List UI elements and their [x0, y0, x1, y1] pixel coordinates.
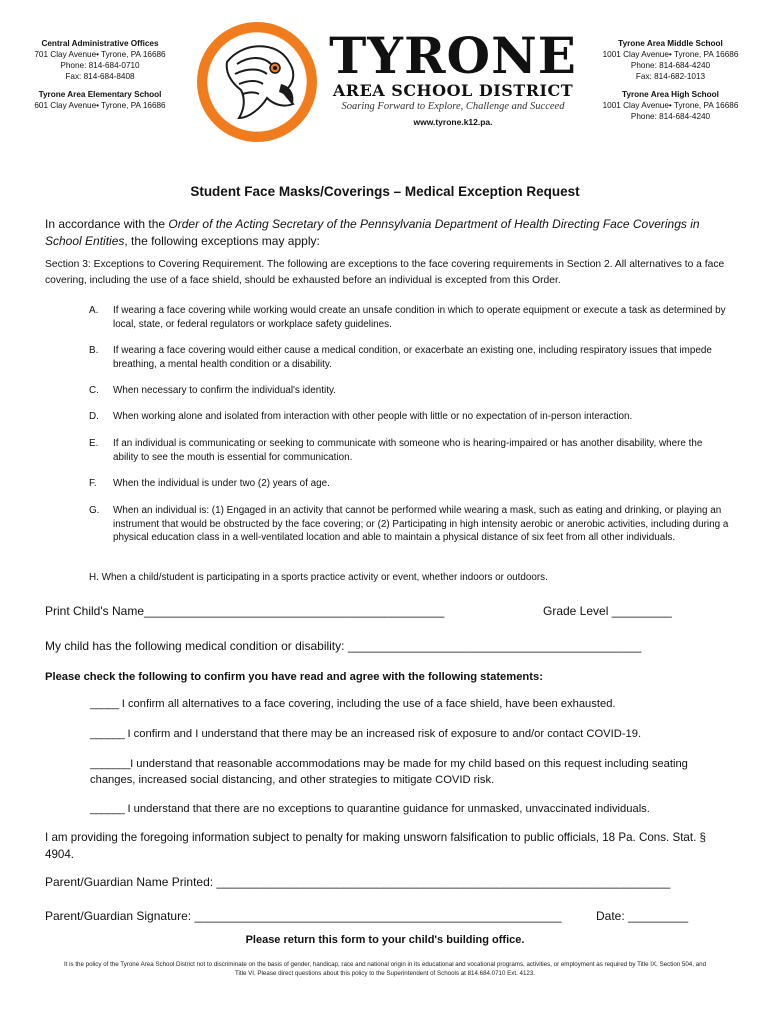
- exception-e: [89, 437, 729, 464]
- middle-school-phone: Phone: 814-684-4240: [630, 61, 711, 70]
- confirm-check-blank[interactable]: _______: [90, 758, 131, 770]
- exception-text: When an individual is: (1) Engaged in an activity that cannot be performed while wearing a mask, such as eating and drinking, or playing an instrument that would be obstructed by the face covering; or (2) Participating in high intensity aerobic or anerobic activities, including during a physical education class in a well-ventilated location and able to maintain a physical distance of six feet from all other individuals.: [113, 505, 729, 543]
- district-brand: [328, 26, 578, 127]
- elementary-school-address: 601 Clay Avenue• Tyrone, PA 16686: [34, 101, 166, 110]
- confirm-statement: I understand that reasonable accommodations may be made for my child based on this request including seating changes, increased social distancing, and other strategies to mitigate COVID risk.: [90, 758, 688, 786]
- intro-suffix: , the following exceptions may apply:: [124, 234, 320, 248]
- central-office-phone: Phone: 814-684-0710: [60, 61, 140, 70]
- eagle-head-icon: [197, 22, 317, 142]
- high-school-address: 1001 Clay Avenue• Tyrone, PA 16686: [602, 101, 739, 110]
- exception-text: When the individual is under two (2) years of age.: [113, 478, 330, 489]
- exception-h: H. When a child/student is participating in a sports practice activity or event, whether indoors or outdoors.: [89, 572, 548, 583]
- confirm-statement: I confirm and I understand that there may be an increased risk of exposure to and/or contact COVID-19.: [124, 728, 642, 740]
- attestation-paragraph: I am providing the foregoing information subject to penalty for making unsworn falsification to public officials, 18 Pa. Cons. Stat. § 4904.: [45, 831, 706, 861]
- guardian-name-label: Parent/Guardian Name Printed:: [45, 875, 214, 889]
- brand-name: TYRONE: [329, 26, 577, 85]
- exception-text: When working alone and isolated from interaction with other people with little or no expectation of in-person interaction.: [113, 411, 633, 422]
- exception-d: [89, 410, 729, 424]
- exception-letter: B.: [89, 345, 99, 356]
- child-name-blank[interactable]: _____________________________________________: [144, 604, 445, 618]
- confirm-alternatives-item[interactable]: [90, 696, 740, 712]
- date-label: Date:: [596, 909, 625, 923]
- grade-level-field[interactable]: [543, 603, 743, 619]
- left-address-block: [30, 38, 170, 138]
- intro-paragraph: [45, 216, 735, 250]
- confirm-check-blank[interactable]: _____: [90, 698, 119, 710]
- exception-c: [89, 384, 729, 398]
- confirm-statement: I understand that there are no exceptions to quarantine guidance for unmasked, unvaccinated individuals.: [124, 803, 650, 815]
- exception-g: [89, 504, 729, 545]
- confirm-risk-item[interactable]: [90, 726, 740, 742]
- central-office-fax: Fax: 814-684-8408: [65, 72, 135, 81]
- exception-letter: A.: [89, 305, 99, 316]
- elementary-school-title: Tyrone Area Elementary School: [38, 90, 162, 99]
- confirm-heading: Please check the following to confirm you have read and agree with the following statements:: [45, 671, 543, 683]
- confirm-check-blank[interactable]: ______: [90, 803, 125, 815]
- central-office-title: Central Administrative Offices: [41, 39, 159, 48]
- exception-text: When necessary to confirm the individual's identity.: [113, 385, 336, 396]
- brand-district: AREA SCHOOL DISTRICT: [332, 81, 574, 100]
- middle-school-fax: Fax: 814-682-1013: [635, 72, 706, 81]
- exception-a: [89, 304, 729, 331]
- grade-level-label: Grade Level: [543, 604, 609, 618]
- high-school-phone: Phone: 814-684-4240: [630, 112, 711, 121]
- brand-tagline: Soaring Forward to Explore, Challenge and Succeed: [341, 101, 565, 112]
- date-field[interactable]: [596, 908, 746, 924]
- date-blank[interactable]: _________: [628, 909, 689, 923]
- exception-text: If an individual is communicating or seeking to communicate with someone who is hearing-impaired or has another disability, where the ability to see the mouth is essential for communication.: [113, 438, 703, 463]
- exception-text: If wearing a face covering while working would create an unsafe condition in which to operate equipment or execute a task as determined by local, state, or federal regulators or workplace safety guidelines.: [113, 305, 726, 330]
- medical-condition-blank[interactable]: ____________________________________________: [347, 639, 642, 653]
- nondiscrimination-policy: It is the policy of the Tyrone Area School District not to discriminate on the basis of gender, handicap, race and national origin in its educational and vocational programs, activities, or employment as required by Title IX, Section 504, and Title VI. Please direct questions about this policy to the Superintendent of Schools at 814.684.0710 Ext. 4123.: [63, 961, 707, 977]
- confirm-quarantine-item[interactable]: [90, 801, 740, 817]
- intro-prefix: In accordance with the: [45, 217, 169, 231]
- guardian-name-field[interactable]: [45, 874, 745, 890]
- middle-school-address: 1001 Clay Avenue• Tyrone, PA 16686: [602, 50, 739, 59]
- section-3-text: Section 3: Exceptions to Covering Requirement. The following are exceptions to the face covering requirements in Section 2. All alternatives to a face covering, including the use of a face shield, should be exhausted before an individual is excepted from this Order.: [45, 259, 725, 286]
- child-name-field[interactable]: [45, 603, 485, 619]
- exception-f: [89, 477, 729, 491]
- exception-letter: D.: [89, 411, 99, 422]
- guardian-name-blank[interactable]: ____________________________________________________________________: [216, 875, 671, 889]
- form-title: Student Face Masks/Coverings – Medical Exception Request: [190, 184, 580, 199]
- medical-condition-field[interactable]: [45, 638, 745, 654]
- return-instructions: Please return this form to your child's building office.: [245, 934, 525, 946]
- exception-b: [89, 344, 729, 371]
- confirm-accommodations-item[interactable]: [90, 756, 730, 788]
- district-website: www.tyrone.k12.pa.: [413, 117, 493, 127]
- guardian-signature-label: Parent/Guardian Signature:: [45, 909, 192, 923]
- exception-letter: C.: [89, 385, 99, 396]
- confirm-check-blank[interactable]: ______: [90, 728, 125, 740]
- exception-letter: E.: [89, 438, 99, 449]
- guardian-signature-field[interactable]: [45, 908, 585, 924]
- exception-letter: F.: [89, 478, 97, 489]
- high-school-title: Tyrone Area High School: [622, 90, 719, 99]
- exception-letter: G.: [89, 505, 100, 516]
- grade-level-blank[interactable]: _________: [611, 604, 672, 618]
- central-office-address: 701 Clay Avenue• Tyrone, PA 16686: [34, 50, 166, 59]
- exception-text: If wearing a face covering would either cause a medical condition, or exacerbate an existing one, including respiratory issues that impede breathing, a mental health condition or a disability.: [113, 345, 712, 370]
- right-address-block: [598, 38, 743, 138]
- middle-school-title: Tyrone Area Middle School: [618, 39, 723, 48]
- child-name-label: Print Child's Name: [45, 604, 144, 618]
- intro-order-name: Order of the Acting Secretary of the Pennsylvania Department of Health Directing Face Coverings in School Entities: [45, 217, 700, 248]
- medical-condition-label: My child has the following medical condition or disability:: [45, 639, 345, 653]
- guardian-signature-blank[interactable]: _______________________________________________________: [194, 909, 562, 923]
- confirm-statement: I confirm all alternatives to a face covering, including the use of a face shield, have been exhausted.: [118, 698, 616, 710]
